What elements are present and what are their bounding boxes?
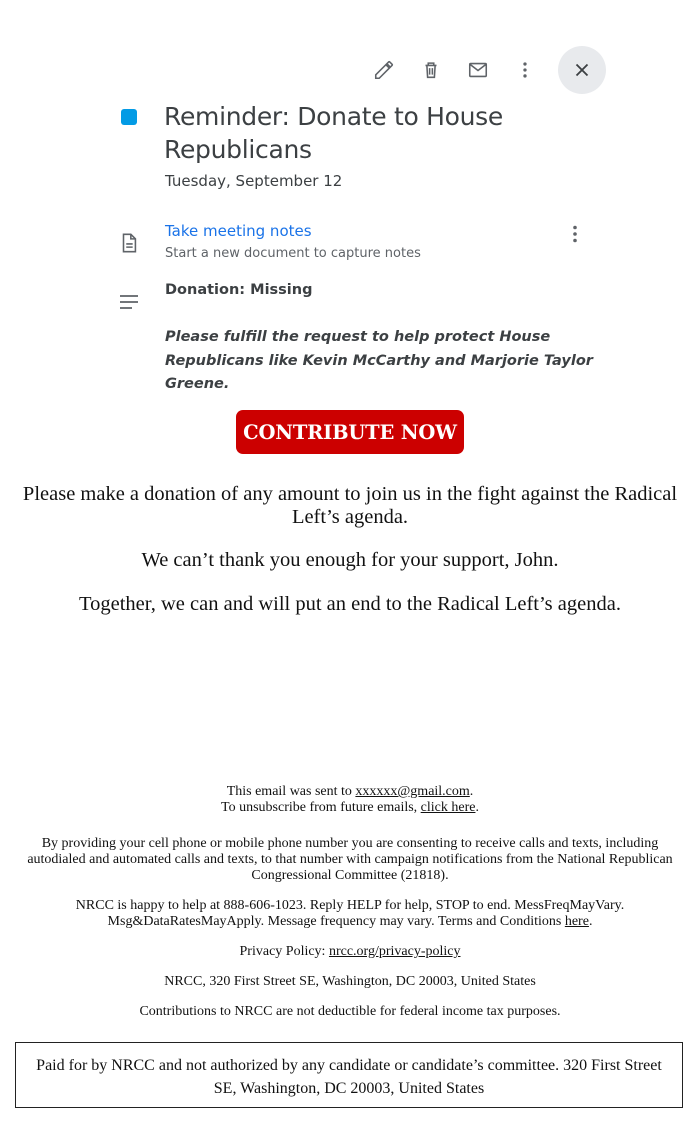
help-suffix: .: [588, 914, 593, 929]
document-icon: [118, 232, 140, 254]
footer-deductible: Contributions to NRCC are not deductible for federal income tax purposes.: [139, 1004, 561, 1019]
event-date: Tuesday, September 12: [165, 172, 343, 190]
more-vert-icon: [514, 59, 536, 81]
privacy-prefix: Privacy Policy:: [239, 944, 329, 959]
message-paragraph-2: We can’t thank you enough for your support, John.: [141, 549, 559, 571]
unsubscribe-suffix: .: [475, 800, 479, 815]
close-icon: [571, 59, 593, 81]
description-lines-icon: [118, 293, 140, 311]
event-color-square: [121, 109, 137, 125]
description-body: Please fulfill the request to help protect House Republicans like Kevin McCarthy and Marjorie Taylor Greene.: [165, 329, 593, 392]
pencil-icon: [373, 59, 395, 81]
footer-sent-unsubscribe: [20, 784, 680, 816]
description-heading: Donation: Missing: [165, 282, 313, 298]
envelope-icon: [467, 59, 489, 81]
unsubscribe-link[interactable]: click here: [420, 800, 476, 815]
email-guests-button[interactable]: [454, 46, 502, 94]
delete-button[interactable]: [407, 46, 455, 94]
more-options-button[interactable]: [501, 46, 549, 94]
event-title: Reminder: Donate to House Republicans: [164, 102, 503, 164]
help-text: NRCC is happy to help at 888-606-1023. Reply HELP for help, STOP to end. MessFreqMayVary. Msg&DataRatesMayApply. Message frequency may vary. Terms and Conditions: [75, 898, 625, 929]
more-vert-icon[interactable]: [563, 222, 587, 246]
meeting-notes-subtitle: Start a new document to capture notes: [165, 246, 421, 261]
terms-here-link[interactable]: here: [564, 914, 589, 929]
contribute-now-button[interactable]: CONTRIBUTE NOW: [236, 410, 464, 454]
footer-privacy: [20, 944, 680, 960]
recipient-email-link[interactable]: xxxxxx@gmail.com: [355, 784, 470, 799]
message-paragraph-1: Please make a donation of any amount to join us in the fight against the Radical Left’s agenda.: [22, 483, 678, 528]
close-button[interactable]: [558, 46, 606, 94]
message-paragraph-3: Together, we can and will put an end to the Radical Left’s agenda.: [79, 593, 621, 615]
trash-icon: [420, 59, 442, 81]
privacy-policy-link[interactable]: nrcc.org/privacy-policy: [328, 944, 461, 959]
sent-prefix: This email was sent to: [226, 784, 356, 799]
sent-suffix: .: [469, 784, 474, 799]
footer-consent: By providing your cell phone or mobile phone number you are consenting to receive calls and texts, including autodialed and automated calls and texts, to that number with campaign notifications from the National Republican Congressional Committee (21818).: [27, 836, 673, 883]
edit-button[interactable]: [360, 46, 408, 94]
unsubscribe-prefix: To unsubscribe from future emails,: [221, 800, 421, 815]
footer-address: NRCC, 320 First Street SE, Washington, DC 20003, United States: [164, 974, 536, 989]
footer-help: [20, 898, 680, 930]
paid-for-disclaimer: Paid for by NRCC and not authorized by any candidate or candidate’s committee. 320 First Street SE, Washington, DC 20003, United States: [15, 1042, 683, 1108]
take-meeting-notes-link[interactable]: Take meeting notes: [165, 222, 312, 240]
